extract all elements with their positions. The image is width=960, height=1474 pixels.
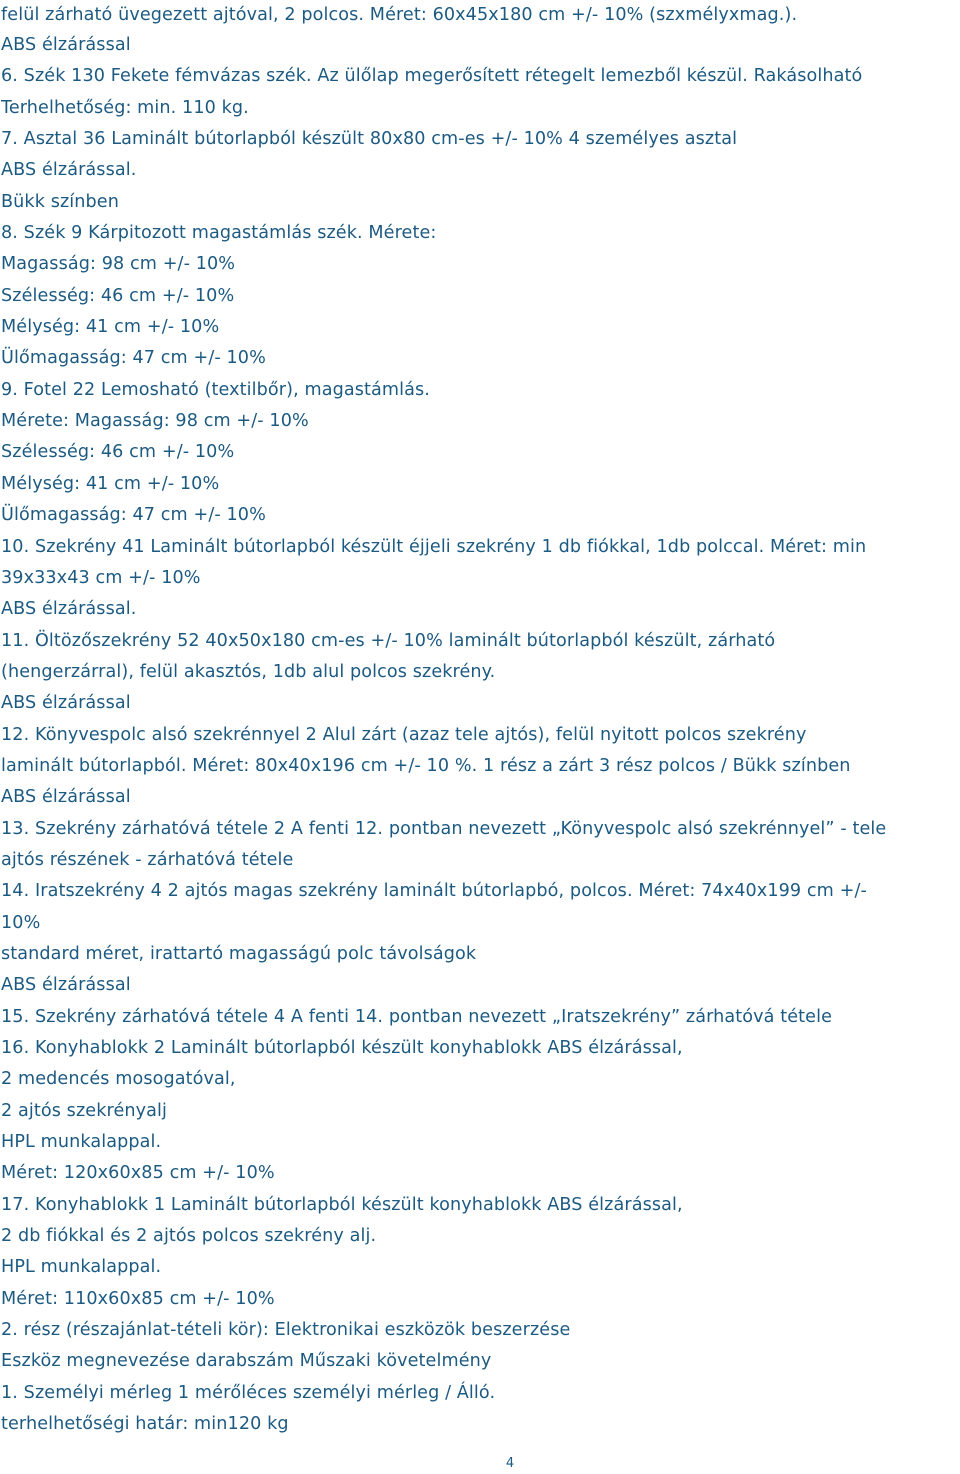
item-12-title: 12. Könyvespolc alsó szekrénnyel 2 Alul zárt (azaz tele ajtós), felül nyitott polcos szekrény xyxy=(1,724,807,745)
item-15-title: 15. Szekrény zárhatóvá tétele 4 A fenti 14. pontban nevezett „Iratszekrény” zárhatóvá tétele xyxy=(1,1006,833,1027)
section-heading: 2. rész (részajánlat-tételi kör): Elektronikai eszközök beszerzése xyxy=(1,1320,571,1341)
item-11-title: 11. Öltözőszekrény 52 40x50x180 cm-es +/- 10% laminált bútorlapból készült, zárható xyxy=(1,630,776,651)
text-line: Szélesség: 46 cm +/- 10% xyxy=(1,285,235,306)
text-line: Terhelhetőség: min. 110 kg. xyxy=(1,97,249,118)
text-line: HPL munkalappal. xyxy=(1,1132,162,1153)
text-line: Ülőmagasság: 47 cm +/- 10% xyxy=(1,348,266,369)
text-line: Mélység: 41 cm +/- 10% xyxy=(1,317,220,338)
text-line: Szélesség: 46 cm +/- 10% xyxy=(1,442,235,463)
text-line: standard méret, irattartó magasságú polc távolságok xyxy=(1,943,477,964)
text-line: felül zárható üvegezett ajtóval, 2 polcos. Méret: 60x45x180 cm +/- 10% (szxmélyxmag.). xyxy=(1,5,798,25)
item-14-title: 14. Iratszekrény 4 2 ajtós magas szekrény laminált bútorlapbó, polcos. Méret: 74x40x199 cm +/- xyxy=(1,881,867,902)
item-10-title: 10. Szekrény 41 Laminált bútorlapból készült éjjeli szekrény 1 db fiókkal, 1db polccal. Méret: min xyxy=(1,536,867,557)
item-17-title: 17. Konyhablokk 1 Laminált bútorlapból készült konyhablokk ABS élzárással, xyxy=(1,1194,683,1215)
text-line: 2 db fiókkal és 2 ajtós polcos szekrény alj. xyxy=(1,1226,377,1247)
text-line: ABS élzárással xyxy=(1,975,131,996)
text-line: ABS élzárással xyxy=(1,787,131,808)
item-9-title: 9. Fotel 22 Lemosható (textilbőr), magastámlás. xyxy=(1,379,430,400)
text-line: Méret: 120x60x85 cm +/- 10% xyxy=(1,1163,275,1184)
item-6-title: 6. Szék 130 Fekete fémvázas szék. Az ülőlap megerősített rétegelt lemezből készül. Rakásolható xyxy=(1,66,863,87)
text-line: 2 medencés mosogatóval, xyxy=(1,1069,236,1090)
text-line: laminált bútorlapból. Méret: 80x40x196 cm +/- 10 %. 1 rész a zárt 3 rész polcos / Bükk színben xyxy=(1,755,851,776)
table-header: Eszköz megnevezése darabszám Műszaki követelmény xyxy=(1,1351,492,1372)
text-line: terhelhetőségi határ: min120 kg xyxy=(1,1414,289,1435)
text-line: HPL munkalappal. xyxy=(1,1257,162,1278)
text-line: Ülőmagasság: 47 cm +/- 10% xyxy=(1,505,266,526)
item-1-title: 1. Személyi mérleg 1 mérőléces személyi mérleg / Álló. xyxy=(1,1382,496,1403)
text-line: ABS élzárással. xyxy=(1,160,137,181)
text-line: ABS élzárással. xyxy=(1,599,137,620)
item-7-title: 7. Asztal 36 Laminált bútorlapból készült 80x80 cm-es +/- 10% 4 személyes asztal xyxy=(1,129,738,150)
page-number: 4 xyxy=(505,1456,515,1471)
text-line: ajtós részének - zárhatóvá tétele xyxy=(1,849,294,870)
text-line: Méret: 110x60x85 cm +/- 10% xyxy=(1,1288,275,1309)
item-8-title: 8. Szék 9 Kárpitozott magastámlás szék. Mérete: xyxy=(1,223,437,244)
text-line: (hengerzárral), felül akasztós, 1db alul polcos szekrény. xyxy=(1,661,496,682)
text-line: Bükk színben xyxy=(1,191,119,212)
document-body xyxy=(1,0,959,1440)
text-line: 39x33x43 cm +/- 10% xyxy=(1,567,201,588)
item-13-title: 13. Szekrény zárhatóvá tétele 2 A fenti 12. pontban nevezett „Könyvespolc alsó szekrénnyel” - tele xyxy=(1,818,887,839)
text-line: ABS élzárással xyxy=(1,693,131,714)
text-line: 2 ajtós szekrényalj xyxy=(1,1100,167,1121)
text-line: 10% xyxy=(1,912,41,933)
item-16-title: 16. Konyhablokk 2 Laminált bútorlapból készült konyhablokk ABS élzárással, xyxy=(1,1038,683,1058)
text-line: Mérete: Magasság: 98 cm +/- 10% xyxy=(1,411,309,432)
text-line: Magasság: 98 cm +/- 10% xyxy=(1,254,236,275)
text-line: ABS élzárással xyxy=(1,35,131,55)
text-line: Mélység: 41 cm +/- 10% xyxy=(1,473,220,494)
